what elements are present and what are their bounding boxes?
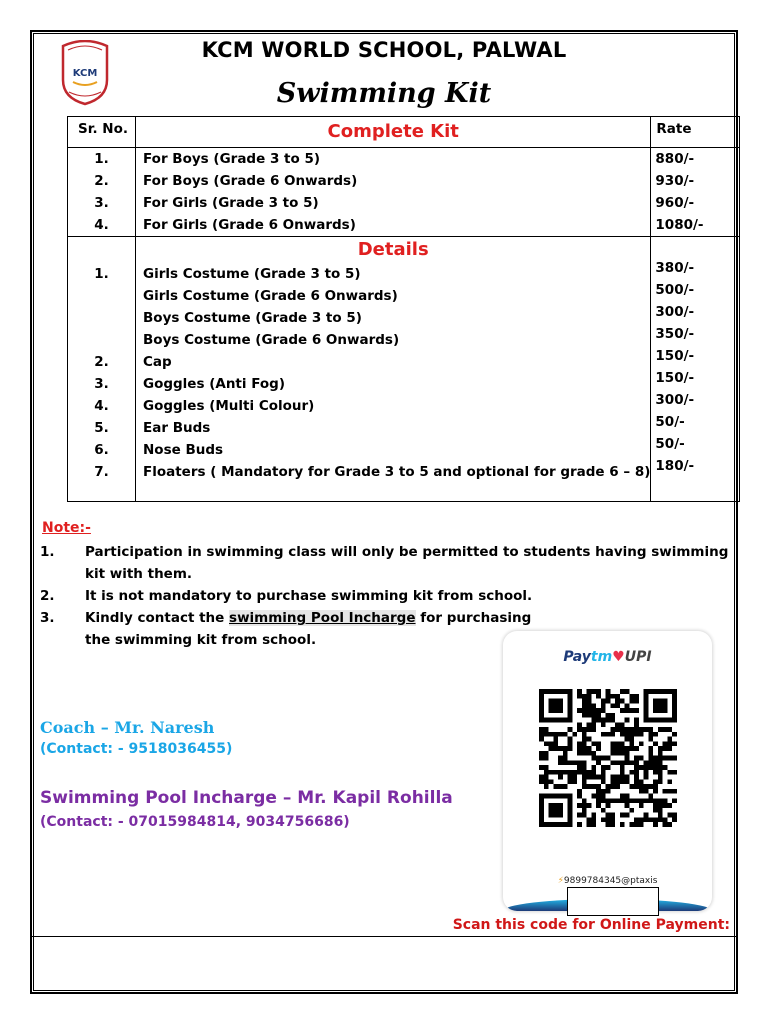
kit-rate: 960/- <box>655 195 695 211</box>
paytm-upi-logo: Paytm♥UPI <box>563 649 652 665</box>
scan-instruction: Scan this code for Online Payment: <box>452 917 730 933</box>
incharge-name: Swimming Pool Incharge – Mr. Kapil Rohilla <box>40 788 453 808</box>
incharge-contact: (Contact: - 07015984814, 9034756686) <box>40 814 350 830</box>
row-number: 5. <box>94 420 109 436</box>
row-number: 1. <box>94 266 109 282</box>
detail-rate: 150/- <box>655 370 695 386</box>
column-header-rate: Rate <box>651 117 740 148</box>
detail-rate: 350/- <box>655 326 695 342</box>
row-number <box>68 329 135 351</box>
school-name: KCM WORLD SCHOOL, PALWAL <box>201 38 567 62</box>
row-number: 2. <box>94 173 109 189</box>
row-number <box>68 285 135 307</box>
coach-name: Coach – Mr. Naresh <box>40 718 215 737</box>
detail-rate: 300/- <box>655 392 695 408</box>
upi-id: ⚡9899784345@ptaxis <box>557 876 658 886</box>
kit-item: For Boys (Grade 6 Onwards) <box>143 173 358 189</box>
details-numbers <box>68 237 136 502</box>
detail-item: Nose Buds <box>143 442 224 458</box>
detail-item: Ear Buds <box>143 420 211 436</box>
highlighted-contact: swimming Pool Incharge <box>229 610 416 626</box>
note-text: It is not mandatory to purchase swimming kit from school. <box>85 588 533 604</box>
row-number: 1. <box>94 151 109 167</box>
bolt-icon: ⚡ <box>557 876 564 886</box>
note-item: 1. Participation in swimming class will only be permitted to students having swimming kit with them. <box>40 541 740 585</box>
detail-item: Cap <box>143 354 172 370</box>
complete-kit-rates <box>651 148 740 237</box>
qr-code[interactable] <box>539 689 677 827</box>
row-number: 6. <box>94 442 109 458</box>
detail-rate: 150/- <box>655 348 695 364</box>
detail-item: Floaters ( Mandatory for Grade 3 to 5 and optional for grade 6 – 8) <box>143 464 651 480</box>
row-number: 4. <box>94 398 109 414</box>
detail-item: Girls Costume (Grade 3 to 5) <box>143 266 361 282</box>
details-heading: Details <box>357 239 429 260</box>
note-item: 3. Kindly contact the swimming Pool Incharge for purchasing the swimming kit from school. <box>40 607 740 651</box>
blank-label-box <box>567 887 659 916</box>
detail-rate: 50/- <box>655 414 685 430</box>
detail-rate: 50/- <box>655 436 685 452</box>
kit-item: For Boys (Grade 3 to 5) <box>143 151 321 167</box>
details-items <box>136 237 651 502</box>
payment-qr-card <box>503 631 712 911</box>
complete-kit-items <box>136 148 651 237</box>
row-number: 4. <box>94 217 109 233</box>
details-rates <box>651 237 740 502</box>
page-title: Swimming Kit <box>276 78 492 109</box>
detail-item: Boys Costume (Grade 6 Onwards) <box>143 332 400 348</box>
logo-text: KCM <box>72 68 98 79</box>
heart-icon: ♥ <box>612 649 625 665</box>
kit-rate: 1080/- <box>655 217 704 233</box>
detail-rate: 380/- <box>655 260 695 276</box>
row-number <box>68 307 135 329</box>
complete-kit-header-cell <box>136 117 651 148</box>
kit-price-table <box>67 116 740 502</box>
detail-item: Girls Costume (Grade 6 Onwards) <box>143 288 398 304</box>
kit-rate: 880/- <box>655 151 695 167</box>
kit-rate: 930/- <box>655 173 695 189</box>
kit-item: For Girls (Grade 6 Onwards) <box>143 217 356 233</box>
detail-item: Goggles (Multi Colour) <box>143 398 315 414</box>
row-number: 3. <box>94 376 109 392</box>
detail-rate: 180/- <box>655 458 695 474</box>
detail-rate: 300/- <box>655 304 695 320</box>
detail-item: Goggles (Anti Fog) <box>143 376 285 392</box>
note-label: Note:- <box>42 520 91 536</box>
note-item: 2. It is not mandatory to purchase swimming kit from school. <box>40 585 740 607</box>
kit-item: For Girls (Grade 3 to 5) <box>143 195 319 211</box>
complete-kit-heading: Complete Kit <box>327 121 459 142</box>
detail-rate: 500/- <box>655 282 695 298</box>
note-text: Participation in swimming class will only be permitted to students having swimming kit with them. <box>85 544 729 582</box>
complete-kit-numbers <box>68 148 136 237</box>
detail-item: Boys Costume (Grade 3 to 5) <box>143 310 362 326</box>
column-header-sr: Sr. No. <box>68 117 136 148</box>
coach-contact: (Contact: - 9518036455) <box>40 741 233 757</box>
row-number: 2. <box>94 354 109 370</box>
footer-divider <box>31 936 737 937</box>
note-text: Kindly contact the swimming Pool Incharge for purchasing the swimming kit from school. <box>85 610 532 648</box>
row-number: 7. <box>94 464 109 480</box>
row-number: 3. <box>94 195 109 211</box>
